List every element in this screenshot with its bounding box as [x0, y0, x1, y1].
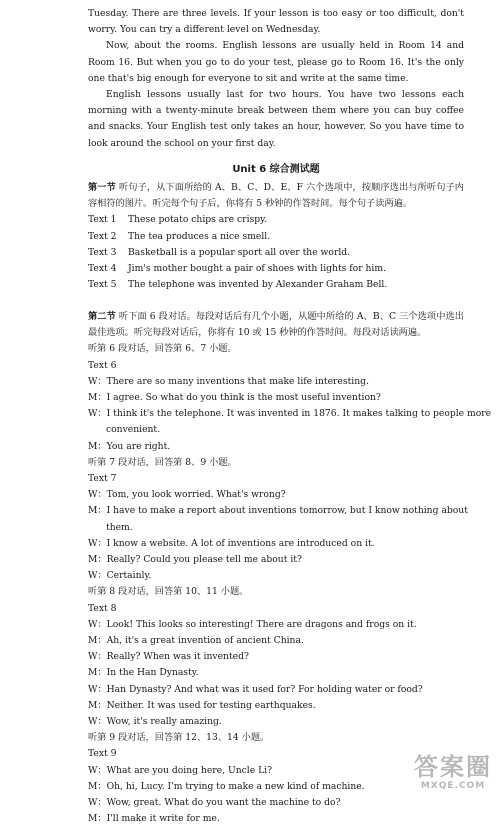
text-label: Text 3: [88, 246, 117, 258]
text-line: [88, 245, 464, 261]
dialog-line: M：In the Han Dynasty.: [88, 667, 199, 679]
section-2-instruction: 听下面 6 段对话。每段对话后有几个小题，从题中所给的 A、B、C 三个选项中选出最佳选项。听完每段对话后，你将有 10 或 15 秒钟的作答时间。每段对话读两遍。: [88, 311, 464, 339]
dialog-line: M：Neither. It was used for testing earthquakes.: [88, 699, 316, 711]
text-line: [88, 212, 464, 228]
dialog-line: M：You are right.: [88, 440, 171, 452]
dialog-text-label: Text 9: [88, 748, 117, 760]
section-2-label: 第二节: [88, 311, 116, 322]
dialog-text-label: Text 8: [88, 602, 117, 614]
passage-paragraph-2: Now, about the rooms. English lessons are usually held in Room 14 and Room 16. But when you go to do your test, please go to Room 16. It's the only one that's big enough for everyone to sit and write at the same time.: [88, 40, 464, 84]
dialog-line: W：What are you doing here, Uncle Li?: [88, 764, 273, 776]
dialog-list: [88, 341, 492, 827]
dialog-line-continuation: convenient.: [106, 424, 161, 436]
watermark-site-text: MXQE.COM: [420, 781, 486, 791]
text-label: Text 1: [88, 214, 117, 226]
text-label: Text 2: [88, 230, 117, 242]
text-line: [88, 229, 464, 245]
dialog-intro: 听第 9 段对话，回答第 12、13、14 小题。: [88, 732, 270, 744]
dialog-line: W：There are so many inventions that make life interesting.: [88, 375, 369, 387]
dialog-line: M：I agree. So what do you think is the most useful invention?: [88, 392, 381, 404]
dialog-line: M：Oh, hi, Lucy. I'm trying to make a new kind of machine.: [88, 780, 365, 792]
dialog-line: W：Wow, great. What do you want the machine to do?: [88, 797, 341, 809]
text-label: Text 5: [88, 279, 117, 291]
dialog-line: W：Han Dynasty? And what was it used for? For holding water or food?: [88, 683, 423, 695]
dialog-line: W：Wow, it's really amazing.: [88, 716, 222, 728]
dialog-text-label: Text 6: [88, 359, 117, 371]
dialog-line: W：Tom, you look worried. What's wrong?: [88, 489, 286, 501]
text-sentence: The tea produces a nice smell.: [128, 230, 271, 242]
text-sentence: These potato chips are crispy.: [128, 214, 267, 226]
passage-paragraph-3: English lessons usually last for two hours. You have two lessons each morning with a twenty-minute break between them where you can buy coffee and snacks. Your English test only takes an hour, however. So you have time to look around the school on your first day.: [88, 89, 464, 149]
dialog-text-label: Text 7: [88, 473, 117, 485]
dialog-line: M：Really? Could you please tell me about it?: [88, 554, 302, 566]
text-sentence: Jim's mother bought a pair of shoes with lights for him.: [128, 263, 386, 275]
watermark-logo-text: 答案圈: [414, 753, 492, 781]
text-sentence: Basketball is a popular sport all over the world.: [128, 246, 351, 258]
dialog-line: M：I have to make a report about inventions tomorrow, but I know nothing about: [88, 505, 468, 517]
text-label: Text 4: [88, 263, 117, 275]
text-sentence: The telephone was invented by Alexander Graham Bell.: [128, 279, 388, 291]
section-1-instruction: 听句子，从下面所给的 A、B、C、D、E、F 六个选项中，按顺序选出与所听句子内容相符的图片。听完每个句子后，你将有 5 秒钟的作答时间。每个句子读两遍。: [88, 182, 464, 210]
passage-paragraph-1: Tuesday. There are three levels. If your lesson is too easy or too difficult, don't worry. You can try a different level on Wednesday.: [88, 8, 464, 36]
dialog-intro: 听第 6 段对话，回答第 6、7 小题。: [88, 343, 237, 355]
dialog-line: W：I think it's the telephone. It was invented in 1876. It makes talking to people more: [88, 408, 492, 420]
watermark-logo: [414, 754, 492, 794]
passage: [88, 6, 464, 152]
dialog-line: W：Certainly.: [88, 570, 152, 582]
dialog-line: M：I'll make it write for me.: [88, 813, 220, 825]
section-1: [88, 180, 464, 293]
dialog-line-continuation: them.: [106, 521, 133, 533]
text-line: [88, 277, 464, 293]
dialog-intro: 听第 8 段对话，回答第 10、11 小题。: [88, 586, 249, 598]
text-line: [88, 261, 464, 277]
dialog-line: M：Ah, it's a great invention of ancient China.: [88, 635, 304, 647]
dialog-line: W：I know a website. A lot of inventions are introduced on it.: [88, 537, 375, 549]
section-1-label: 第一节: [88, 182, 116, 193]
dialog-line: W：Look! This looks so interesting! There are dragons and frogs on it.: [88, 618, 417, 630]
section-2: [88, 309, 492, 828]
unit-title: Unit 6 综合测试题: [232, 164, 320, 175]
dialog-intro: 听第 7 段对话，回答第 8、9 小题。: [88, 456, 237, 468]
dialog-line: W：Really? When was it invented?: [88, 651, 249, 663]
